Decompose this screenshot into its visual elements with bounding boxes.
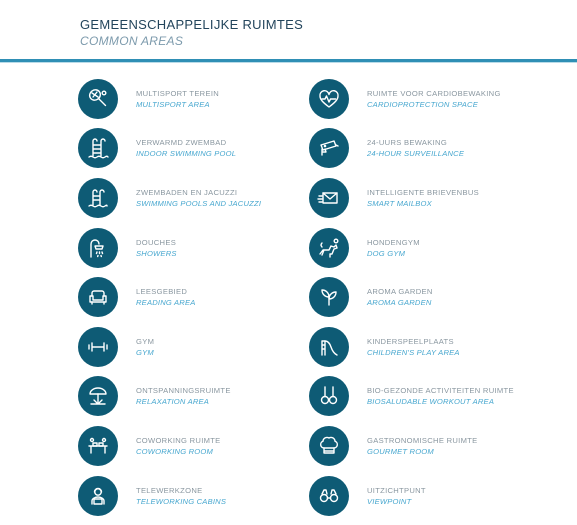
- amenity-label-dutch: MULTISPORT TEREIN: [136, 88, 220, 98]
- dog-icon: [309, 228, 349, 268]
- amenity-label-english: RELAXATION AREA: [136, 397, 210, 407]
- amenity-label-english: SWIMMING POOLS AND JACUZZI: [136, 198, 262, 208]
- amenity-item: [309, 173, 549, 223]
- amenity-item: [309, 223, 549, 273]
- amenity-item: [78, 223, 318, 273]
- amenity-label-english: GOURMET ROOM: [367, 446, 434, 456]
- heated-pool-icon: [78, 128, 118, 168]
- amenities-right-column: [309, 74, 549, 520]
- amenity-label-dutch: RUIMTE VOOR CARDIOBEWAKING: [367, 88, 501, 98]
- amenity-label-english: INDOOR SWIMMING POOL: [136, 149, 237, 159]
- amenity-label-dutch: BIO-GEZONDE ACTIVITEITEN RUIMTE: [367, 386, 514, 396]
- amenity-label-dutch: VERWARMD ZWEMBAD: [136, 138, 227, 148]
- amenity-label-english: COWORKING ROOM: [136, 446, 214, 456]
- page-title: GEMEENSCHAPPELIJKE RUIMTES: [80, 17, 304, 32]
- gym-rings-icon: [309, 376, 349, 416]
- slide-icon: [309, 327, 349, 367]
- amenity-labels: [367, 88, 501, 110]
- amenity-labels: [367, 485, 426, 507]
- amenity-item: [78, 322, 318, 372]
- amenity-item: [78, 173, 318, 223]
- amenity-label-dutch: GYM: [136, 336, 155, 346]
- page-subtitle: COMMON AREAS: [80, 34, 184, 48]
- amenity-item: [309, 421, 549, 471]
- binoculars-icon: [309, 476, 349, 516]
- envelope-icon: [309, 178, 349, 218]
- heart-pulse-icon: [309, 79, 349, 119]
- leaf-icon: [309, 277, 349, 317]
- amenity-label-english: SMART MAILBOX: [367, 198, 432, 208]
- amenity-item: [309, 322, 549, 372]
- amenity-labels: [367, 187, 479, 209]
- amenity-item: [78, 421, 318, 471]
- armchair-icon: [78, 277, 118, 317]
- amenity-item: [309, 272, 549, 322]
- amenity-label-english: 24-HOUR SURVEILLANCE: [367, 149, 465, 159]
- amenity-label-english: BIOSALUDABLE WORKOUT AREA: [367, 397, 495, 407]
- amenity-item: [78, 471, 318, 521]
- amenity-labels: [136, 137, 236, 159]
- amenity-labels: [136, 286, 196, 308]
- amenity-labels: [367, 137, 464, 159]
- amenity-label-english: CHILDREN'S PLAY AREA: [367, 347, 460, 357]
- coworking-desk-icon: [78, 426, 118, 466]
- amenity-labels: [136, 385, 231, 407]
- tennis-racket-icon: [78, 79, 118, 119]
- amenity-label-english: TELEWORKING CABINS: [136, 496, 227, 506]
- amenity-label-dutch: ONTSPANNINGSRUIMTE: [136, 386, 231, 396]
- amenity-label-dutch: 24-UURS BEWAKING: [367, 138, 448, 148]
- amenity-label-dutch: TELEWERKZONE: [136, 485, 203, 495]
- amenity-label-dutch: COWORKING RUIMTE: [136, 435, 221, 445]
- amenity-label-english: DOG GYM: [367, 248, 406, 258]
- amenity-label-dutch: GASTRONOMISCHE RUIMTE: [367, 435, 478, 445]
- amenity-labels: [136, 187, 261, 209]
- amenity-label-english: AROMA GARDEN: [367, 298, 432, 308]
- page-header: [80, 17, 303, 49]
- amenities-left-column: [78, 74, 318, 520]
- amenity-labels: [367, 286, 433, 308]
- amenity-label-english: MULTISPORT AREA: [136, 99, 210, 109]
- amenity-label-dutch: DOUCHES: [136, 237, 177, 247]
- amenity-labels: [136, 485, 226, 507]
- amenity-item: [309, 74, 549, 124]
- amenity-item: [78, 372, 318, 422]
- pool-ladder-icon: [78, 178, 118, 218]
- amenity-label-english: GYM: [136, 347, 154, 357]
- amenity-label-dutch: AROMA GARDEN: [367, 287, 433, 297]
- amenity-label-english: READING AREA: [136, 298, 196, 308]
- amenity-labels: [136, 88, 219, 110]
- amenity-labels: [367, 435, 478, 457]
- beach-umbrella-icon: [78, 376, 118, 416]
- amenity-label-english: CARDIOPROTECTION SPACE: [367, 99, 479, 109]
- amenity-item: [78, 124, 318, 174]
- amenity-item: [309, 372, 549, 422]
- dumbbell-icon: [78, 327, 118, 367]
- amenity-labels: [136, 336, 154, 358]
- security-camera-icon: [309, 128, 349, 168]
- amenity-item: [78, 74, 318, 124]
- amenity-labels: [367, 336, 460, 358]
- amenity-labels: [136, 237, 177, 259]
- amenity-label-english: SHOWERS: [136, 248, 177, 258]
- amenity-label-dutch: UITZICHTPUNT: [367, 485, 426, 495]
- chef-hat-icon: [309, 426, 349, 466]
- amenity-labels: [136, 435, 221, 457]
- amenity-label-dutch: LEESGEBIED: [136, 287, 188, 297]
- amenity-label-dutch: INTELLIGENTE BRIEVENBUS: [367, 187, 479, 197]
- amenity-item: [78, 272, 318, 322]
- amenity-labels: [367, 385, 514, 407]
- teleworker-icon: [78, 476, 118, 516]
- amenity-label-dutch: HONDENGYM: [367, 237, 420, 247]
- amenity-label-english: VIEWPOINT: [367, 496, 412, 506]
- amenity-label-dutch: KINDERSPEELPLAATS: [367, 336, 454, 346]
- amenity-item: [309, 471, 549, 521]
- amenity-labels: [367, 237, 420, 259]
- amenity-item: [309, 124, 549, 174]
- shower-icon: [78, 228, 118, 268]
- amenity-label-dutch: ZWEMBADEN EN JACUZZI: [136, 187, 238, 197]
- header-divider: [0, 59, 577, 63]
